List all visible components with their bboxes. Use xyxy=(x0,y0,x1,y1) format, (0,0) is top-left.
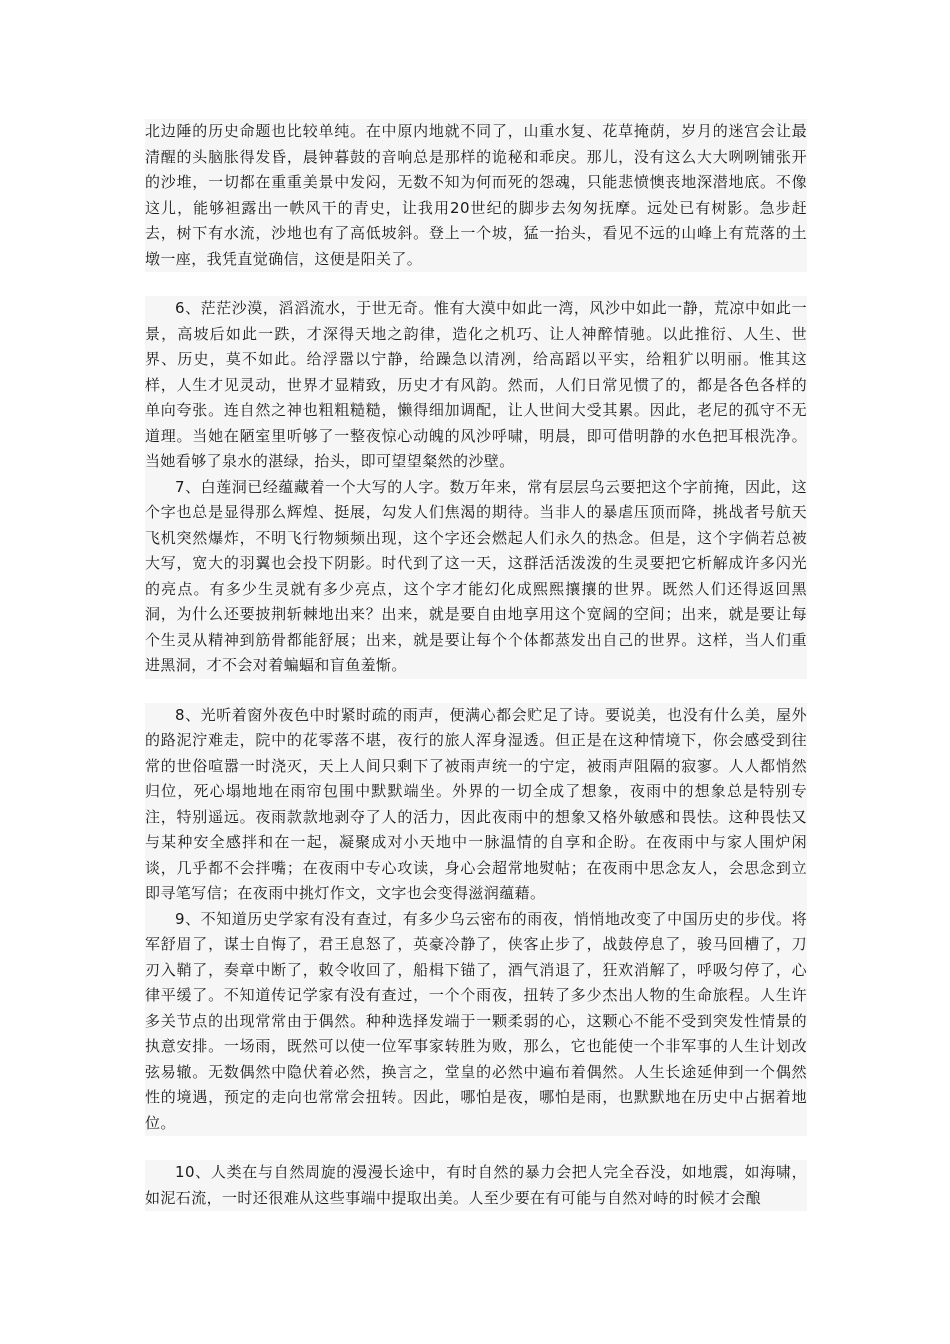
text-block-4 xyxy=(145,1160,807,1211)
article-body xyxy=(145,119,807,1211)
paragraph-10: 10、人类在与自然周旋的漫漫长途中，有时自然的暴力会把人完全吞没，如地震，如海啸，如泥石流，一时还很难从这些事端中提取出美。人至少要在有可能与自然对峙的时候才会酿 xyxy=(145,1163,807,1207)
paragraph-continuation: 北边陲的历史命题也比较单纯。在中原内地就不同了，山重水复、花草掩荫，岁月的迷宫会让最清醒的头脑胀得发昏，晨钟暮鼓的音响总是那样的诡秘和乖戾。那儿，没有这么大大咧咧铺张开的沙堆，一切都在重重美景中发闷，无数不知为何而死的怨魂，只能悲愤懊丧地深潜地底。不像这儿，能够袒露出一帙风干的青史，让我用20世纪的脚步去匆匆抚摩。远处已有树影。急步赶去，树下有水流，沙地也有了高低坡斜。登上一个坡，猛一抬头，看见不远的山峰上有荒落的土墩一座，我凭直觉确信，这便是阳关了。 xyxy=(145,122,807,268)
text-block-3 xyxy=(145,703,807,1137)
text-block-2 xyxy=(145,296,807,679)
paragraph-6: 6、茫茫沙漠，滔滔流水，于世无奇。惟有大漠中如此一湾，风沙中如此一静，荒凉中如此一景，高坡后如此一跌，才深得天地之韵律，造化之机巧、让人神醉情驰。以此推衍、人生、世界、历史，莫不如此。给浮嚣以宁静，给躁急以清冽，给高蹈以平实，给粗犷以明丽。惟其这样，人生才见灵动，世界才显精致，历史才有风韵。然而，人们日常见惯了的，都是各色各样的单向夸张。连自然之神也粗粗糙糙，懒得细加调配，让人世间大受其累。因此，老尼的孤守不无道理。当她在陋室里听够了一整夜惊心动魄的风沙呼啸，明晨，即可借明静的水色把耳根洗净。当她看够了泉水的湛绿，抬头，即可望望粲然的沙壁。 xyxy=(145,299,807,470)
paragraph-8: 8、光听着窗外夜色中时紧时疏的雨声，便满心都会贮足了诗。要说美，也没有什么美，屋外的路泥泞难走，院中的花零落不堪，夜行的旅人浑身湿透。但正是在这种情境下，你会感受到往常的世俗喧嚣一时浇灭，天上人间只剩下了被雨声统一的宁定，被雨声阻隔的寂寥。人人都悄然归位，死心塌地地在雨帘包围中默默端坐。外界的一切全成了想象，夜雨中的想象总是特别专注，特别遥远。夜雨款款地剥夺了人的活力，因此夜雨中的想象又格外敏感和畏怯。这种畏怯又与某种安全感拌和在一起，凝聚成对小天地中一脉温情的自享和企盼。在夜雨中与家人围炉闲谈，几乎都不会拌嘴；在夜雨中专心攻读，身心会超常地熨帖；在夜雨中思念友人，会思念到立即寻笔写信；在夜雨中挑灯作文，文字也会变得滋润蕴藉。 xyxy=(145,705,807,902)
paragraph-7: 7、白莲洞已经蕴藏着一个大写的人字。数万年来，常有层层乌云要把这个字前掩，因此，这个字也总是显得那么辉煌、挺展，勾发人们焦渴的期待。当非人的暴虐压顶而降，挑战者号航天飞机突然爆炸，不明飞行物频频出现，这个字还会燃起人们永久的热念。但是，这个字倘若总被大写，宽大的羽翼也会投下阴影。时代到了这一天，这群活活泼泼的生灵要把它析解成许多闪光的亮点。有多少生灵就有多少亮点，这个字才能幻化成熙熙攘攘的世界。既然人们还得返回黑洞，为什么还要披荆斩棘地出来？出来，就是要自由地享用这个宽阔的空间；出来，就是要让每个生灵从精神到筋骨都能舒展；出来，就是要让每个个体都蒸发出自己的世界。这样，当人们重进黑洞，才不会对着蝙蝠和盲鱼羞惭。 xyxy=(145,477,807,674)
text-block-1 xyxy=(145,119,807,272)
paragraph-9: 9、不知道历史学家有没有查过，有多少乌云密布的雨夜，悄悄地改变了中国历史的步伐。将军舒眉了，谋士自悔了，君王息怒了，英豪冷静了，侠客止步了，战鼓停息了，骏马回槽了，刀刃入鞘了，奏章中断了，敕令收回了，船楫下锚了，酒气消退了，狂欢消解了，呼吸匀停了，心律平缓了。不知道传记学家有没有查过，一个个雨夜，扭转了多少杰出人物的生命旅程。人生许多关节点的出现常常由于偶然。种种选择发端于一颗柔弱的心，这颗心不能不受到突发性情景的执意安排。一场雨，既然可以使一位军事家转胜为败，那么，它也能使一个非军事的人生计划改弦易辙。无数偶然中隐伏着必然，换言之，堂皇的必然中遍布着偶然。人生长途延伸到一个偶然性的境遇，预定的走向也常常会扭转。因此，哪怕是夜，哪怕是雨，也默默地在历史中占据着地位。 xyxy=(145,909,807,1132)
